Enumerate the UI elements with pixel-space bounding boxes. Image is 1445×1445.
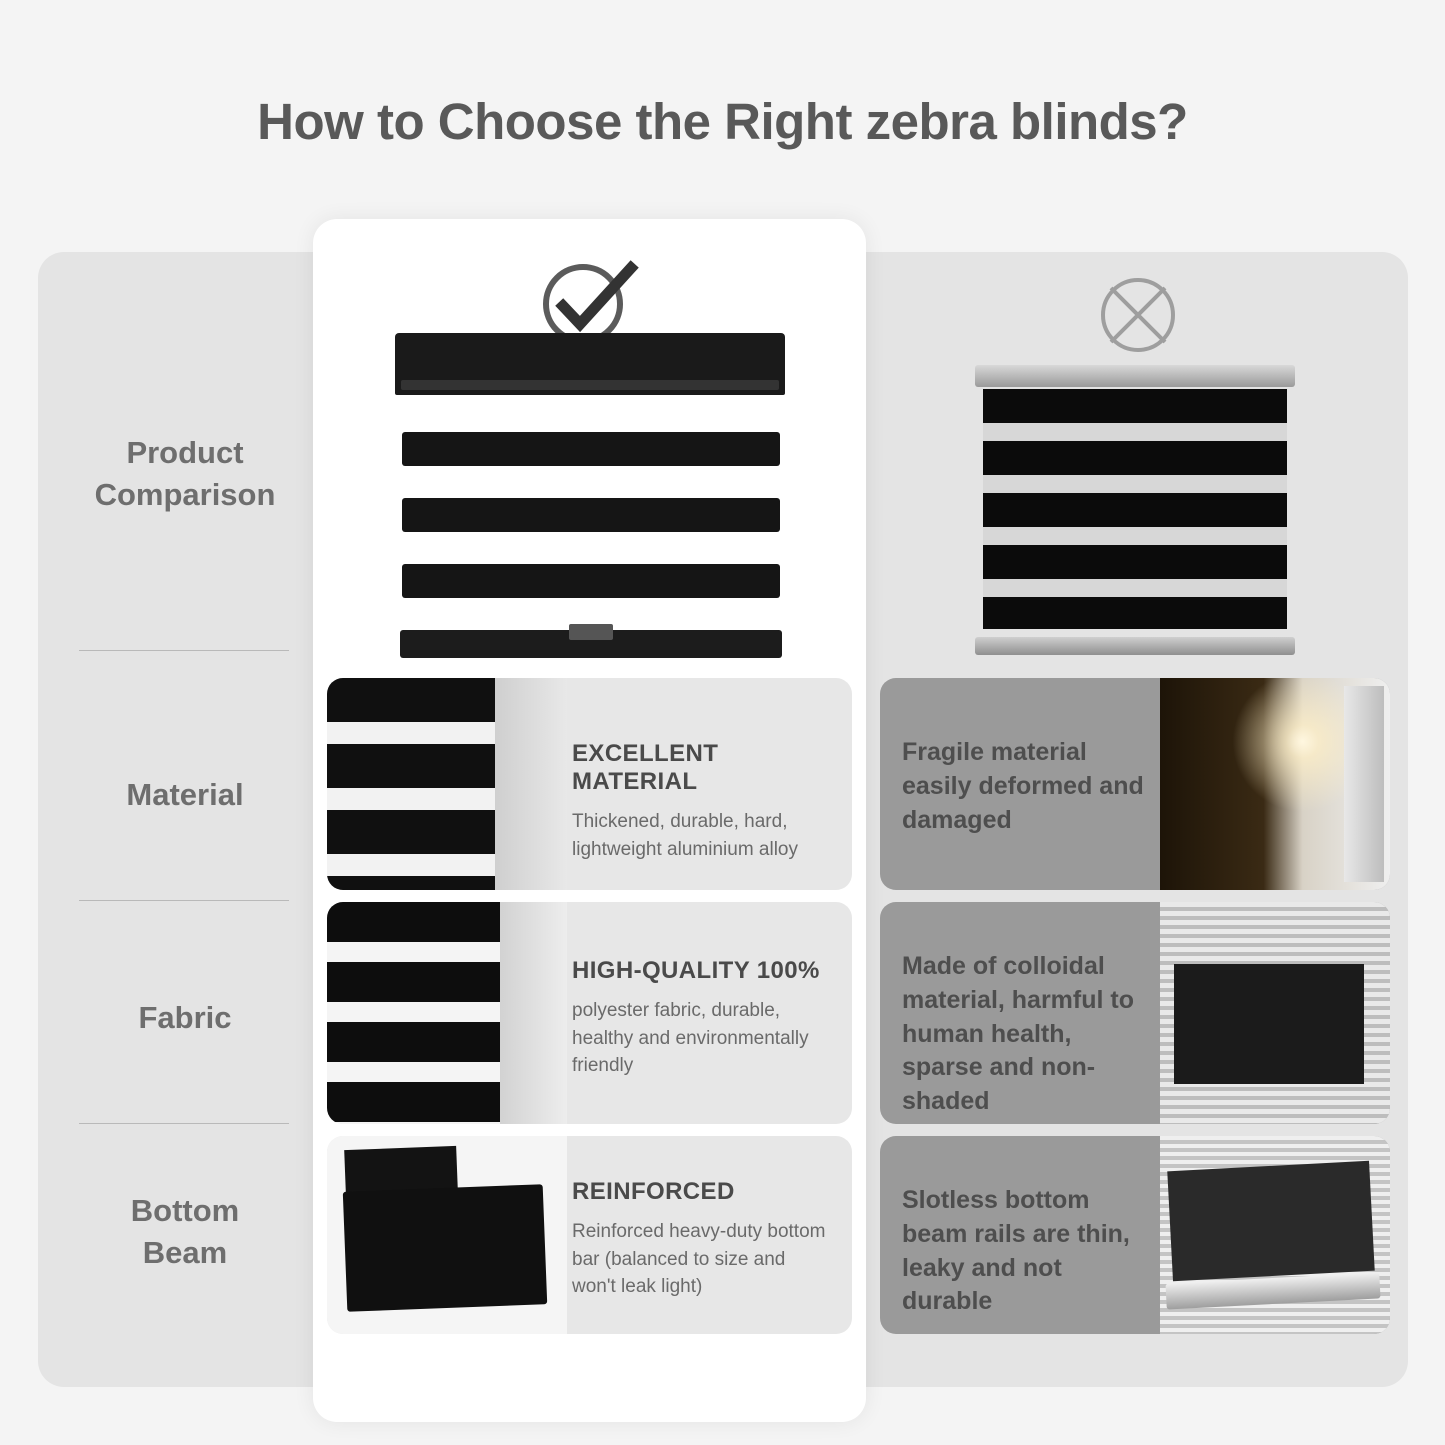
row-label-line1: Product xyxy=(126,435,244,470)
rail-dark-band xyxy=(1167,1161,1374,1281)
blind-slat xyxy=(402,498,780,532)
bad-feature-material-text xyxy=(902,736,1155,849)
blind-headrail xyxy=(395,333,785,395)
bad-feature-fabric-image xyxy=(1160,902,1390,1124)
feature-body: Thickened, durable, hard, lightweight aluminium alloy xyxy=(572,811,798,860)
feature-body: polyester fabric, durable, healthy and environmentally friendly xyxy=(572,1000,809,1077)
page-title: How to Choose the Right zebra blinds? xyxy=(257,93,1188,150)
good-feature-material-text xyxy=(572,740,834,863)
divider-2 xyxy=(79,900,289,901)
good-feature-fabric-image xyxy=(327,902,567,1124)
row-label-line2: Beam xyxy=(142,1234,228,1270)
feature-heading: EXCELLENT MATERIAL xyxy=(572,740,719,795)
divider-3 xyxy=(79,1123,289,1124)
blind-bottom-bar xyxy=(400,630,782,658)
feature-heading: Fragile material easily deformed and damaged xyxy=(902,738,1144,834)
good-feature-fabric xyxy=(327,902,852,1124)
bottom-bar-strip xyxy=(344,1146,458,1194)
good-feature-material xyxy=(327,678,852,890)
bad-feature-material-image xyxy=(1160,678,1390,890)
fabric-dark-band xyxy=(1174,964,1364,1084)
bad-blind-bottom-rail xyxy=(975,637,1295,655)
bad-blind-headrail xyxy=(975,365,1295,387)
bad-feature-bottom-beam xyxy=(880,1136,1390,1334)
bad-hero-blind-image xyxy=(975,365,1295,655)
row-label-column xyxy=(60,252,310,1387)
bottom-bar-closeup-image xyxy=(327,1136,567,1334)
row-label-material: Material xyxy=(126,777,244,812)
bad-feature-bottom-beam-image xyxy=(1160,1136,1390,1334)
window-frame xyxy=(1344,686,1384,882)
good-hero-blind-image xyxy=(340,333,840,673)
row-label-fabric: Fabric xyxy=(138,1000,232,1035)
thin-bottom-rail-image xyxy=(1160,1136,1390,1334)
blind-slat xyxy=(402,432,780,466)
row-label-line2: Comparison xyxy=(94,476,276,512)
feature-body: Reinforced heavy-duty bottom bar (balanced to size and won't leak light) xyxy=(572,1221,826,1298)
feature-heading: Made of colloidal material, harmful to human health, sparse and non-shaded xyxy=(902,952,1134,1115)
bad-feature-fabric xyxy=(880,902,1390,1124)
bad-feature-material xyxy=(880,678,1390,890)
feature-heading: REINFORCED xyxy=(572,1178,735,1205)
good-feature-fabric-text xyxy=(572,957,834,1080)
good-feature-bottom-beam-text xyxy=(572,1178,834,1301)
sparse-fabric-window-image xyxy=(1160,902,1390,1124)
zebra-blind-closeup-image xyxy=(327,678,567,890)
blind-slat xyxy=(402,564,780,598)
bad-blind-fabric xyxy=(983,389,1287,629)
bottom-bar-body xyxy=(343,1184,547,1312)
blind-bottom-tab xyxy=(569,624,613,640)
zebra-fabric-window-image xyxy=(327,902,567,1124)
feature-heading: Slotless bottom beam rails are thin, leaky and not durable xyxy=(902,1186,1130,1316)
sunlight-leak-window-image xyxy=(1160,678,1390,890)
divider-1 xyxy=(79,650,289,651)
good-feature-bottom-beam-image xyxy=(327,1136,567,1334)
row-label-product-comparison xyxy=(60,432,310,516)
bad-feature-fabric-text xyxy=(902,950,1155,1124)
feature-heading: HIGH-QUALITY 100% xyxy=(572,957,820,984)
bad-feature-bottom-beam-text xyxy=(902,1184,1155,1331)
row-label-line1: Bottom xyxy=(130,1193,240,1228)
cross-circle-icon xyxy=(1093,275,1183,360)
row-label-bottom-beam xyxy=(60,1190,310,1274)
good-feature-material-image xyxy=(327,678,567,890)
good-feature-bottom-beam xyxy=(327,1136,852,1334)
